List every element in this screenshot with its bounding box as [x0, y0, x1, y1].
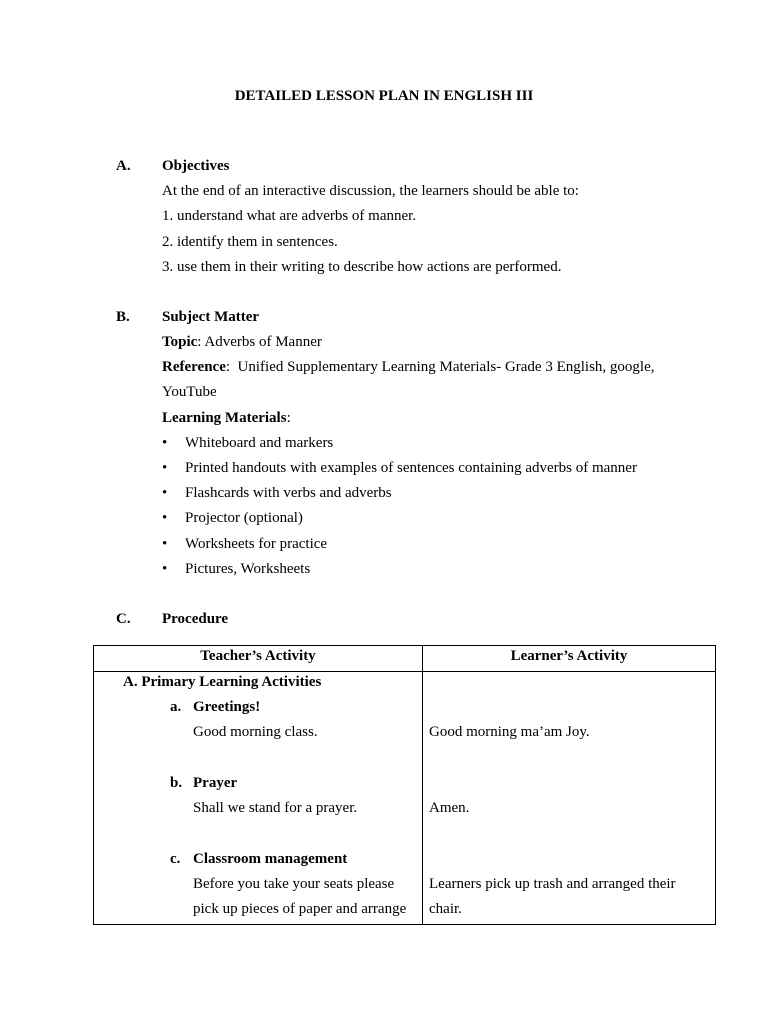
- material-item-2: Printed handouts with examples of sentences containing adverbs of manner: [185, 460, 637, 476]
- classroom-learner-text-1: Learners pick up trash and arranged their: [429, 876, 676, 892]
- classroom-teacher-text-2: pick up pieces of paper and arrange: [193, 901, 407, 917]
- material-item-3: Flashcards with verbs and adverbs: [185, 485, 392, 501]
- bullet-icon: •: [162, 485, 168, 501]
- material-item-1: Whiteboard and markers: [185, 435, 334, 451]
- materials-label: Learning Materials: [162, 410, 287, 426]
- learner-activity-header: Learner’s Activity: [423, 646, 716, 672]
- table-header-row: [94, 646, 716, 672]
- primary-activities-heading: A. Primary Learning Activities: [123, 674, 322, 690]
- prayer-letter: b.: [170, 775, 183, 791]
- reference-continuation: YouTube: [162, 384, 217, 400]
- topic-line: [162, 333, 322, 351]
- section-c-letter: C.: [116, 611, 131, 627]
- page-title: DETAILED LESSON PLAN IN ENGLISH III: [234, 88, 534, 104]
- topic-label: Topic: [162, 334, 198, 350]
- materials-line: [162, 409, 291, 427]
- prayer-learner-text: Amen.: [429, 800, 470, 816]
- teacher-activity-header: Teacher’s Activity: [94, 646, 423, 672]
- objective-item-2: 2. identify them in sentences.: [162, 234, 338, 250]
- greetings-learner-text: Good morning ma’am Joy.: [429, 724, 590, 740]
- table-row: [94, 672, 716, 925]
- objectives-intro: At the end of an interactive discussion, the learners should be able to:: [162, 183, 579, 199]
- greetings-heading: Greetings!: [193, 699, 261, 715]
- procedure-table: [93, 645, 716, 925]
- reference-line: [162, 358, 655, 376]
- topic-value: : Adverbs of Manner: [197, 334, 322, 350]
- bullet-icon: •: [162, 510, 168, 526]
- bullet-icon: •: [162, 435, 168, 451]
- greetings-teacher-text: Good morning class.: [193, 724, 318, 740]
- bullet-icon: •: [162, 536, 168, 552]
- objective-item-3: 3. use them in their writing to describe how actions are performed.: [162, 259, 562, 275]
- section-a-letter: A.: [116, 158, 131, 174]
- prayer-heading: Prayer: [193, 775, 238, 791]
- classroom-teacher-text-1: Before you take your seats please: [193, 876, 395, 892]
- material-item-5: Worksheets for practice: [185, 536, 328, 552]
- greetings-letter: a.: [170, 699, 182, 715]
- classroom-letter: c.: [170, 851, 181, 867]
- prayer-teacher-text: Shall we stand for a prayer.: [193, 800, 358, 816]
- reference-label: Reference: [162, 359, 226, 375]
- section-b-letter: B.: [116, 309, 130, 325]
- section-c-heading: Procedure: [162, 611, 229, 627]
- teacher-activity-cell: [94, 672, 423, 925]
- classroom-heading: Classroom management: [193, 851, 348, 867]
- material-item-4: Projector (optional): [185, 510, 303, 526]
- bullet-icon: •: [162, 460, 168, 476]
- materials-colon: :: [286, 410, 291, 426]
- objective-item-1: 1. understand what are adverbs of manner.: [162, 208, 417, 224]
- reference-value: : Unified Supplementary Learning Materials- Grade 3 English, google,: [225, 359, 655, 375]
- section-a-heading: Objectives: [162, 158, 230, 174]
- classroom-learner-text-2: chair.: [429, 901, 462, 917]
- material-item-6: Pictures, Worksheets: [185, 561, 311, 577]
- learner-activity-cell: [423, 672, 716, 925]
- section-b-heading: Subject Matter: [162, 309, 260, 325]
- bullet-icon: •: [162, 561, 168, 577]
